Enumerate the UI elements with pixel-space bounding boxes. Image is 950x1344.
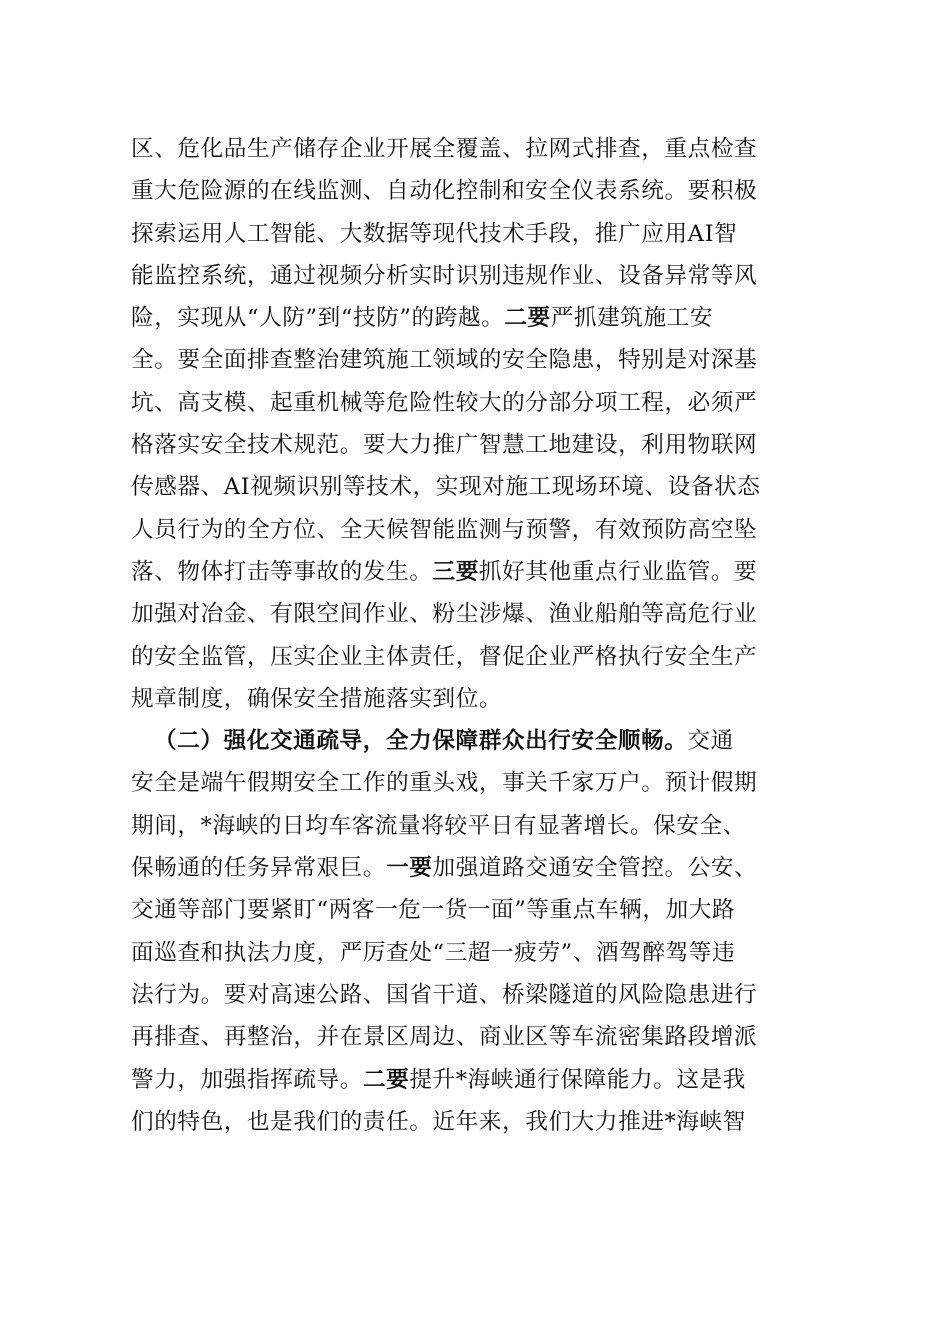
text-run: 规章制度，确保安全措施落实到位。 [131, 685, 503, 712]
text-line [131, 889, 831, 931]
text-line [131, 847, 831, 889]
text-run: 加强对冶金、有限空间作业、粉尘涉爆、渔业船舶等高危行业 [131, 601, 758, 628]
text-run: 的安全监管，压实企业主体责任，督促企业严格执行安全生产 [131, 643, 758, 670]
text-line [131, 678, 831, 720]
text-line [131, 593, 831, 635]
text-run: 面巡查和执法力度，严厉查处“三超一疲劳”、酒驾醉驾等违 [131, 939, 736, 966]
text-line [131, 128, 831, 170]
text-line [131, 1101, 831, 1143]
text-line [131, 636, 831, 678]
text-line [131, 255, 831, 297]
text-run: 法行为。要对高速公路、国省干道、桥梁隧道的风险隐患进行 [131, 981, 758, 1008]
text-line [131, 424, 831, 466]
text-run: 再排查、再整治，并在景区周边、商业区等车流密集路段增派 [131, 1024, 758, 1051]
text-run: 坑、高支模、起重机械等危险性较大的分部分项工程，必须严 [131, 389, 758, 416]
text-run: 区、危化品生产储存企业开展全覆盖、拉网式排查，重点检查 [131, 136, 758, 162]
section-heading-line [131, 720, 831, 762]
text-run: 格落实安全技术规范。要大力推广智慧工地建设，利用物联网 [131, 432, 758, 459]
text-line [131, 509, 831, 551]
text-line [131, 551, 831, 593]
text-run: 们的特色，也是我们的责任。近年来，我们大力推进*海峡智 [131, 1108, 746, 1135]
text-line [131, 170, 831, 212]
text-run: 提升*海峡通行保障能力。这是我 [409, 1066, 746, 1093]
text-run: 重大危险源的在线监测、自动化控制和安全仪表系统。要积极 [131, 178, 758, 205]
text-run: 交通 [687, 728, 734, 755]
text-run: 传感器、AI视频识别等技术，实现对施工现场环境、设备状态 [131, 474, 761, 501]
text-line [131, 1016, 831, 1058]
text-line [131, 805, 831, 847]
text-run: 交通等部门要紧盯“两客一危一货一面”等重点车辆，加大路 [131, 897, 736, 924]
text-run: 严抓建筑施工安 [550, 305, 714, 332]
text-run: 保畅通的任务异常艰巨。 [131, 855, 387, 882]
text-line [131, 339, 831, 381]
text-run: 人员行为的全方位、全天候智能监测与预警，有效预防高空坠 [131, 516, 758, 543]
text-run: 险，实现从“人防”到“技防”的跨越。 [131, 305, 505, 332]
text-line [131, 932, 831, 974]
text-run: 期间，*海峡的日均车客流量将较平日有显著增长。保安全、 [131, 812, 746, 839]
text-run: 安全是端午假期安全工作的重头戏，事关千家万户。预计假期 [131, 770, 758, 797]
text-run: 警力，加强指挥疏导。 [131, 1066, 363, 1093]
text-line [131, 297, 831, 339]
text-line [131, 974, 831, 1016]
text-run: 落、物体打击等事故的发生。 [131, 558, 433, 585]
text-run: 抓好其他重点行业监管。要 [478, 558, 758, 585]
bold-lead: 二要 [504, 305, 551, 332]
text-run: 能监控系统，通过视频分析实时识别违规作业、设备异常等风 [131, 262, 758, 289]
bold-lead: 三要 [432, 558, 479, 585]
text-run: 探索运用人工智能、大数据等现代技术手段，推广应用AI智 [131, 220, 738, 247]
bold-lead: 二要 [362, 1066, 410, 1093]
text-line [131, 466, 831, 508]
text-line [131, 382, 831, 424]
text-line [131, 762, 831, 804]
text-run: 加强道路交通安全管控。公安、 [432, 855, 758, 882]
section-heading: （二）强化交通疏导，全力保障群众出行安全顺畅。 [154, 728, 688, 755]
text-line [131, 1059, 831, 1101]
bold-lead: 一要 [386, 855, 433, 882]
body-text [131, 128, 831, 1143]
text-line [131, 213, 831, 255]
text-run: 全。要全面排查整治建筑施工领域的安全隐患，特别是对深基 [131, 347, 758, 374]
